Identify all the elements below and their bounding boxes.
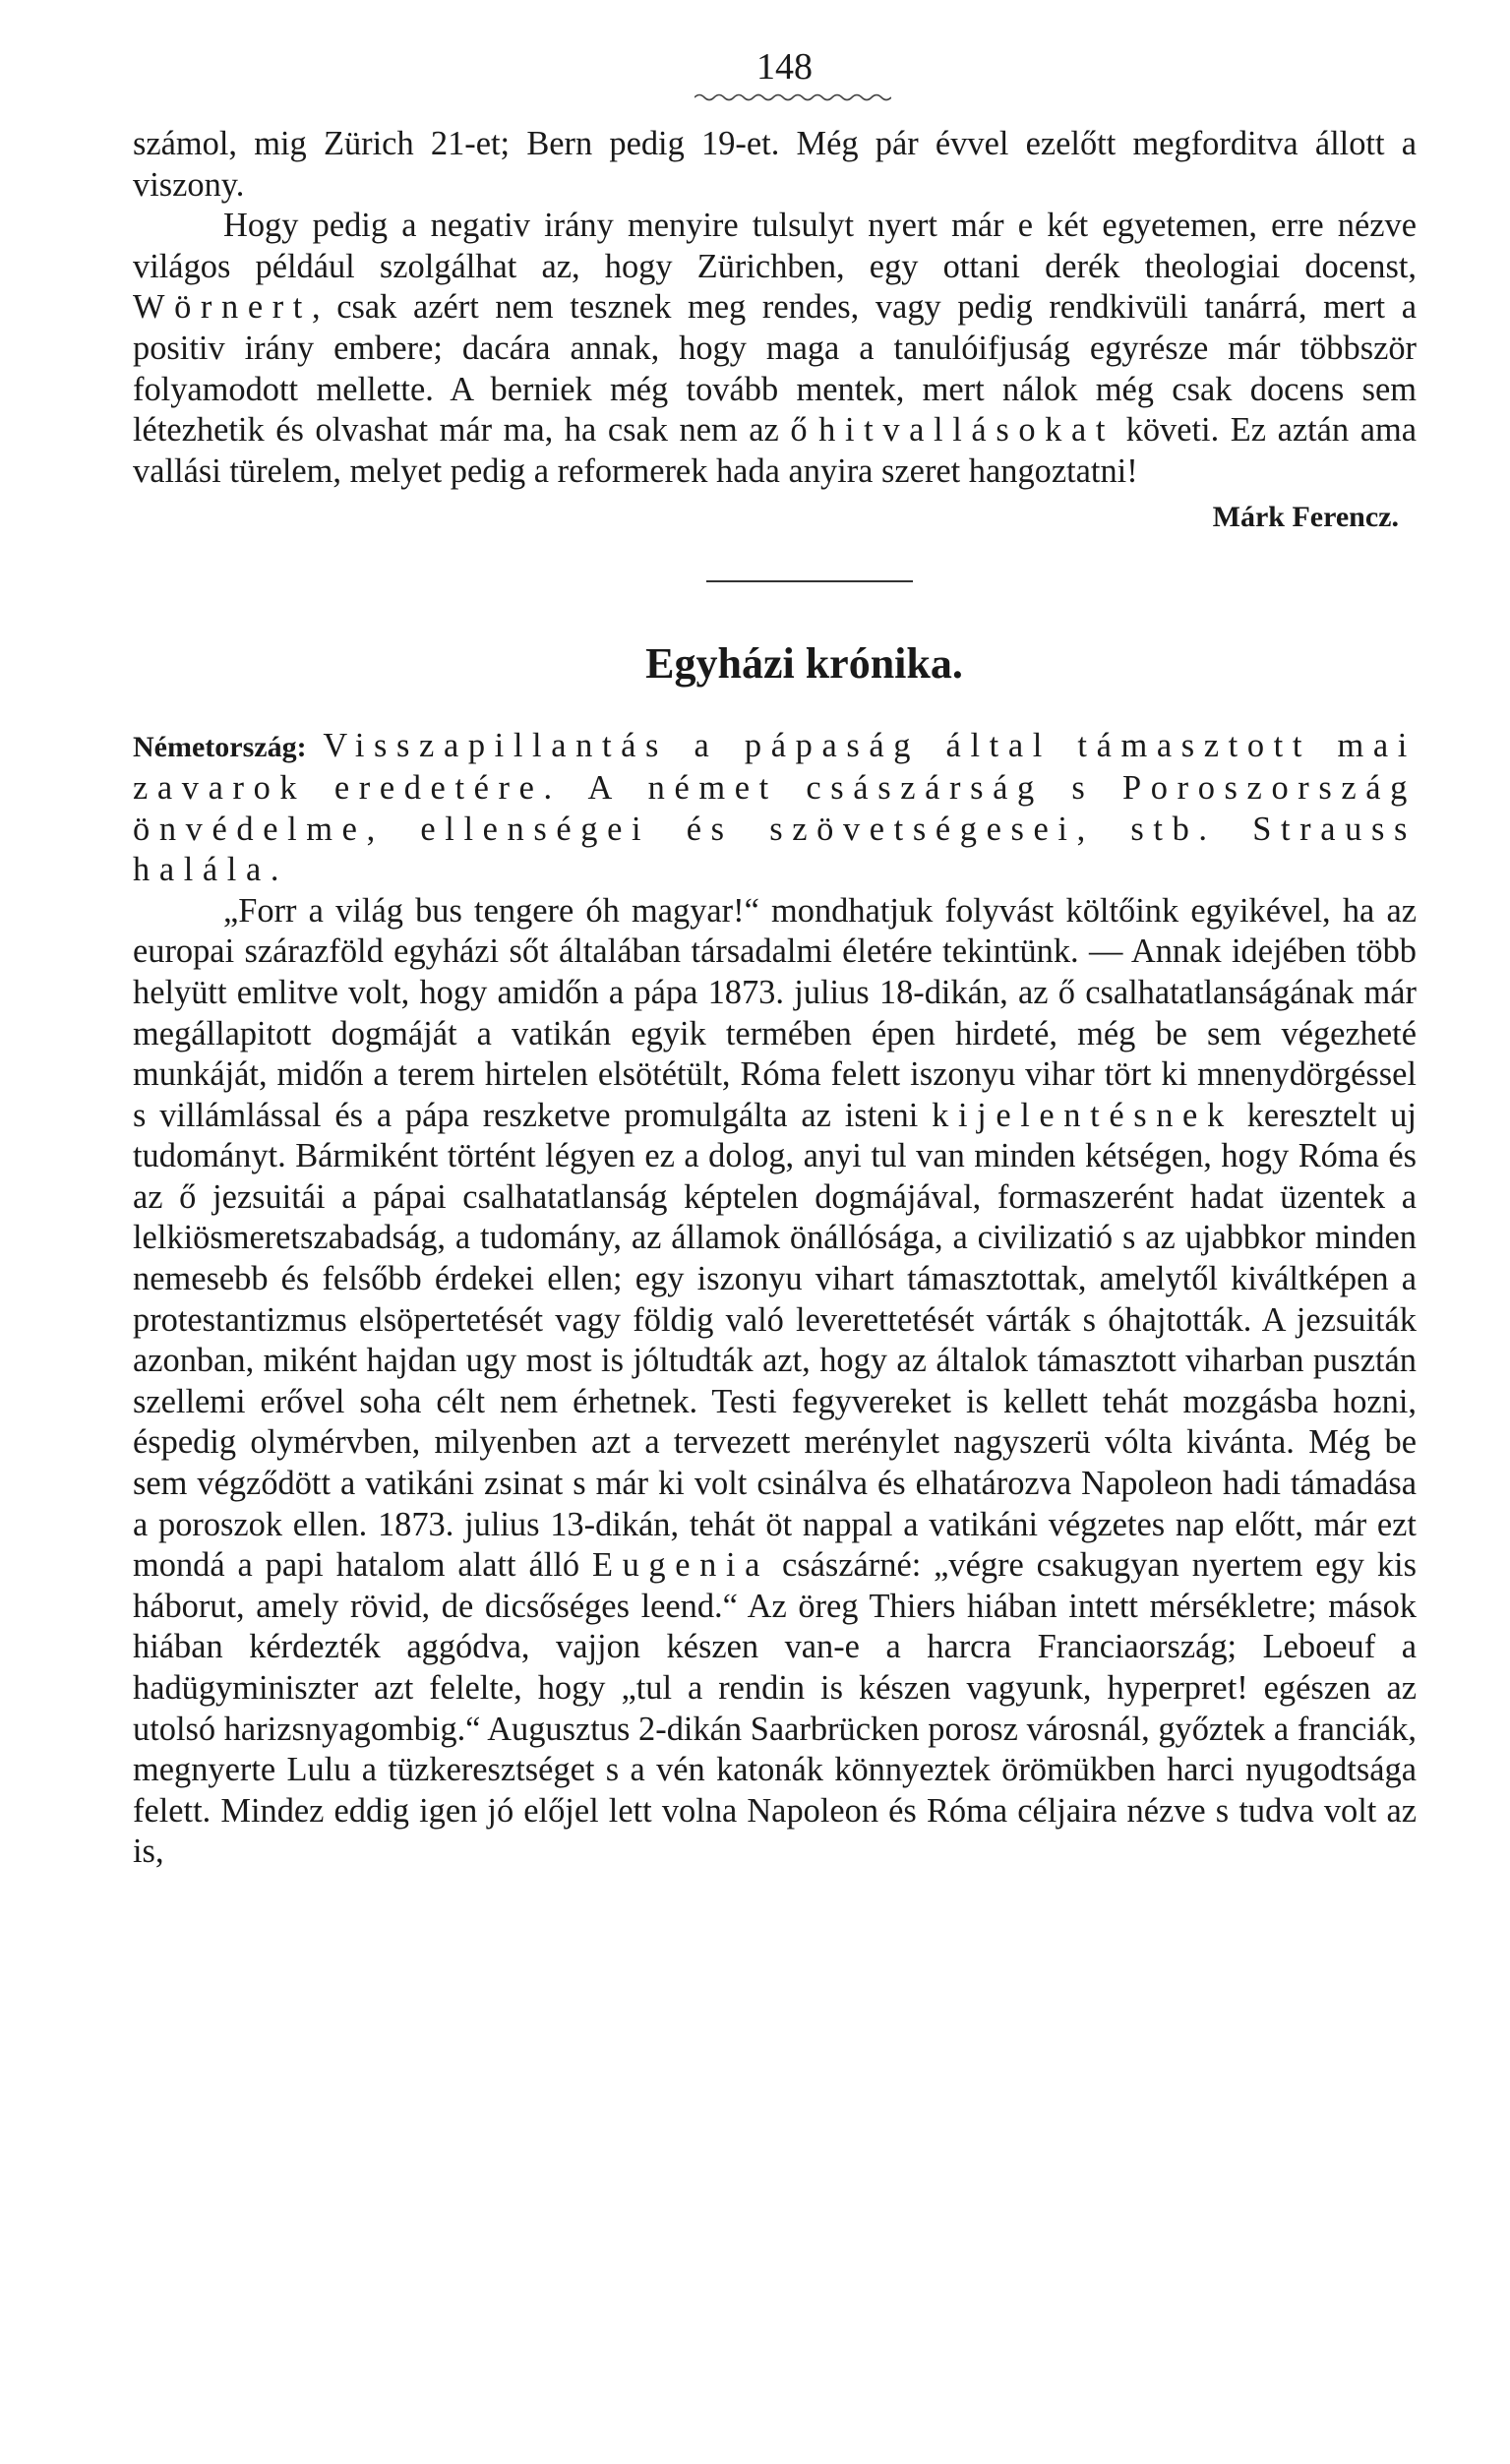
section-intro xyxy=(133,726,1417,890)
paragraph-3-part-3: császárné: „végre csakugyan nyertem egy kis háborut, amely rövid, de dicsőséges leend.“ Az öreg Thiers hiában intett mérsékletre; mások hiában kérdezték aggódva, vajjon készen van-e a harcra Franciaország; Leboeuf a hadügyminiszter azt felelte, hogy „tul a rendin is készen vagyunk, hyperpret! egészen az utolsó harizsnyagombig.“ Augusztus 2-dikán Saarbrücken porosz városnál, győztek a franciák, megnyerte Lulu a tüzkeresztséget s a vén katonák könnyeztek örömükben harci nyugodtsága felett. Mindez eddig igen jó előjel lett volna Napoleon és Róma céljaira nézve s tudva volt az is, xyxy=(133,1546,1417,1871)
paragraph-3-part-2: keresztelt uj tudományt. Bármiként történt légyen ez a dolog, anyi tul van minden kétségen, hogy Róma és az ő jezsuitái a pápai csalhatatlanság képtelen dogmájával, formaszerént hadat üzentek a lelkiösmeretszabadság, a tudomány, az államok önállósága, a civilizatió s az ujabbkor minden nemesebb és felsőbb érdekei ellen; egy iszonyu vihart támasztottak, amelytől kiváltképen a protestantizmus elsöpertetését vagy földig való leverettetését várták s óhajtották. A jezsuiták azonban, miként hajdan ugy most is jóltudták azt, hogy az általok támasztott viharban pusztán szellemi erővel soha célt nem érhetnek. Testi fegyvereket is kellett tehát mozgásba hozni, éspedig olymérvben, milyenben azt a tervezett merénylet nagyszerü vólta kivánta. Még be sem végződött a vatikáni zsinat s már ki volt csinálva és elhatározva Napoleon hadi támadása a poroszok ellen. 1873. julius 13-dikán, tehát öt nappal a vatikáni végzetes nap előtt, már ezt mondá a papi hatalom alatt álló xyxy=(133,1096,1417,1585)
article-text xyxy=(133,124,1417,537)
document-page xyxy=(133,47,1417,1873)
author-signature: Márk Ferencz. xyxy=(1212,501,1399,534)
paragraph-2 xyxy=(133,206,1417,492)
section-topics: Visszapillantás a pápaság által támasztott mai zavarok eredetére. A német császárság s Poroszország önvédelme, ellenségei és szövetségesei, stb. Strauss halála. xyxy=(133,727,1417,889)
page-number-ornament xyxy=(695,92,891,102)
chronicle-text xyxy=(133,726,1417,1873)
paragraph-3-part-1: „Forr a világ bus tengere óh magyar!“ mondhatjuk folyvást költőink egyikével, ha az europai szárazföld egyházi sőt általában társadalmi életére tekintünk. — Annak idejében több helyütt emlitve volt, hogy amidőn a pápa 1873. julius 18-dikán, az ő csalhatatlanságának már megállapitott dogmáját a vatikán egyik termében épen hirdeté, még be sem végezheté munkáját, midőn a terem hirtelen elsötétült, Róma felett iszonyu vihar tört ki mnenydörgéssel s villámlással és a pápa reszketve promulgálta az isteni xyxy=(133,891,1417,1134)
paragraph-2-part-c: követi. Ez aztán ama vallási türelem, melyet pedig a reformerek hada anyira szeret hangoztatni! xyxy=(133,411,1417,490)
paragraph-2-part-a: Hogy pedig a negativ irány menyire tulsulyt nyert már e két egyetemen, erre nézve világos például szolgálhat az, hogy Zürichben, egy ottani derék theologiai docenst, xyxy=(133,207,1417,285)
paragraph-2-part-b: , csak azért nem tesznek meg rendes, vagy pedig rendkivüli tanárrá, mert a positiv irány embere; dacára annak, hogy maga a tanulóifjuság egyrésze már többször folyamodott mellette. A berniek még tovább mentek, mert nálok még csak docens sem létezhetik és olvashat már ma, ha csak nem az ő xyxy=(133,288,1417,450)
page-number: 148 xyxy=(756,46,813,88)
spaced-name-wornert: Wörnert xyxy=(133,288,312,327)
spaced-word-kijelentesnek: kijelentésnek xyxy=(932,1096,1234,1134)
paragraph-1: számol, mig Zürich 21-et; Bern pedig 19-et. Még pár évvel ezelőtt megforditva állott a viszony. xyxy=(133,125,1417,204)
spaced-name-eugenia: Eugenia xyxy=(591,1546,770,1585)
section-heading: Egyházi krónika. xyxy=(645,639,963,689)
paragraph-3 xyxy=(133,891,1417,1873)
section-divider xyxy=(706,580,913,582)
spaced-word-hitvallasokat: hitvallásokat xyxy=(818,411,1116,450)
country-label: Németország: xyxy=(133,731,307,764)
